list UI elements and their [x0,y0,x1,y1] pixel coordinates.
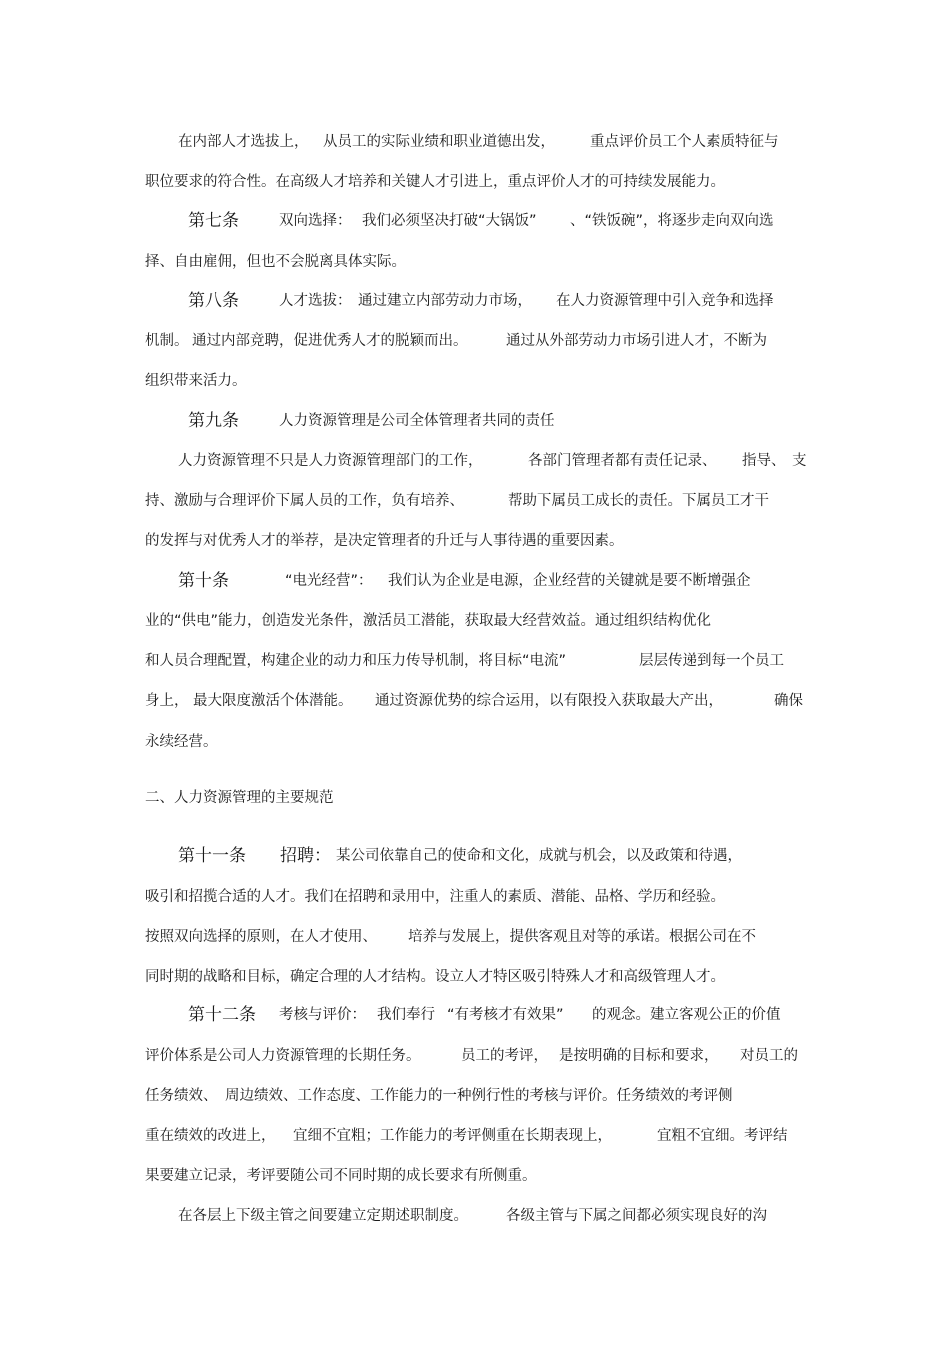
text-line [0,287,950,315]
text-segment: 各级主管与下属之间都必须实现良好的沟 [506,1208,767,1224]
text-line [0,883,950,911]
text-segment: 机制。 [145,333,189,349]
text-line [0,963,950,991]
text-segment: 通过从外部劳动力市场引进人才，不断为 [506,333,767,349]
text-segment: “有考核才有效果” [447,1007,564,1023]
text-line [0,487,950,515]
text-segment: 按照双向选择的原则，在人才使用、 [145,929,377,945]
text-segment: 考核与评价： [279,1007,366,1023]
article-heading: 第八条 [188,291,239,311]
text-segment: 果要建立记录，考评要随公司不同时期的成长要求有所侧重。 [145,1168,537,1184]
text-segment: 各部门管理者都有责任记录、 [528,453,717,469]
text-segment: 通过资源优势的综合运用，以有限投入获取最大产出， [375,693,723,709]
text-segment: 我们必须坚决打破“大锅饭” [362,213,537,229]
text-line [0,248,950,276]
text-segment: 层层传递到每一个员工 [639,653,784,669]
text-line [0,687,950,715]
text-line [0,327,950,355]
text-line [0,1042,950,1070]
text-segment: 重点评价员工个人素质特征与 [590,134,779,150]
section-heading [0,784,950,812]
text-segment: 在人力资源管理中引入竞争和选择 [556,293,774,309]
text-segment: 、“铁饭碗”，将逐步走向双向选 [570,213,774,229]
text-segment: 同时期的战略和目标，确定合理的人才结构。设立人才特区吸引特殊人才和高级管理人才。 [145,969,725,985]
article-heading: 第十一条 [178,846,246,866]
text-segment: 评价体系是公司人力资源管理的长期任务。 [145,1048,421,1064]
text-line [0,207,950,235]
article-heading: 第十条 [178,571,229,591]
text-line [0,168,950,196]
text-segment: 择、自由雇佣，但也不会脱离具体实际。 [145,254,406,270]
text-line [0,842,950,870]
text-segment: 的发挥与对优秀人才的举荐，是决定管理者的升迁与人事待遇的重要因素。 [145,533,624,549]
text-line [0,128,950,156]
text-segment: 我们奉行 [377,1007,435,1023]
text-line [0,607,950,635]
text-segment: 持、激励与合理评价下属人员的工作，负有培养、 [145,493,464,509]
section-title: 二、人力资源管理的主要规范 [145,790,334,806]
text-segment: 任务绩效、 [145,1088,218,1104]
text-segment: 周边绩效、工作态度、工作能力的一种例行性的考核与评价。任务绩效的考评侧 [225,1088,733,1104]
text-line [0,647,950,675]
text-line [0,367,950,395]
text-segment: 业的“供电”能力，创造发光条件，激活员工潜能，获取最大经营效益。通过组织结构优化 [145,613,712,629]
text-line [0,1122,950,1150]
text-line [0,923,950,951]
article-subheading: 招聘： [280,846,331,866]
text-segment: “电光经营”： [285,573,373,589]
text-segment: 在内部人才选拔上， [178,134,309,150]
text-line [0,1202,950,1230]
text-line [0,407,950,435]
text-segment: 帮助下属员工成长的责任。下属员工才干 [508,493,769,509]
text-line [0,1162,950,1190]
text-segment: 双向选择： [279,213,352,229]
text-segment: 吸引和招揽合适的人才。我们在招聘和录用中，注重人的素质、潜能、品格、学历和经验。 [145,889,725,905]
text-segment: 对员工的 [740,1048,798,1064]
article-heading: 第十二条 [188,1005,256,1025]
article-heading: 第九条 [188,411,239,431]
text-segment: 永续经营。 [145,734,218,750]
text-segment: 人才选拔： [279,293,352,309]
text-segment: 在各层上下级主管之间要建立定期述职制度。 [178,1208,468,1224]
text-segment: 员工的考评， [461,1048,548,1064]
text-segment: 重在绩效的改进上， [145,1128,276,1144]
text-segment: 支 [792,453,807,469]
text-line [0,447,950,475]
text-line [0,1001,950,1029]
text-segment: 通过内部竞聘，促进优秀人才的脱颖而出。 [192,333,468,349]
text-segment: 组织带来活力。 [145,373,247,389]
text-segment: 最大限度激活个体潜能。 [193,693,353,709]
text-segment: 宜细不宜粗；工作能力的考评侧重在长期表现上， [293,1128,612,1144]
text-segment: 身上， [145,693,189,709]
text-line [0,1082,950,1110]
text-segment: 确保 [774,693,803,709]
text-segment: 通过建立内部劳动力市场， [358,293,532,309]
text-line [0,567,950,595]
text-segment: 人力资源管理是公司全体管理者共同的责任 [279,413,555,429]
text-segment: 我们认为企业是电源，企业经营的关键就是要不断增强企 [388,573,751,589]
text-segment: 指导、 [742,453,786,469]
text-segment: 宜粗不宜细。考评结 [657,1128,788,1144]
text-line [0,527,950,555]
text-segment: 职位要求的符合性。在高级人才培养和关键人才引进上，重点评价人才的可持续发展能力。 [145,174,725,190]
text-segment: 某公司依靠自己的使命和文化，成就与机会，以及政策和待遇， [336,848,742,864]
text-segment: 从员工的实际业绩和职业道德出发， [323,134,555,150]
text-segment: 的观念。建立客观公正的价值 [592,1007,781,1023]
text-line [0,728,950,756]
text-segment: 培养与发展上，提供客观且对等的承诺。根据公司在不 [408,929,756,945]
article-heading: 第七条 [188,211,239,231]
text-segment: 和人员合理配置，构建企业的动力和压力传导机制，将目标“电流” [145,653,567,669]
text-segment: 人力资源管理不只是人力资源管理部门的工作， [178,453,483,469]
text-segment: 是按明确的目标和要求， [559,1048,719,1064]
